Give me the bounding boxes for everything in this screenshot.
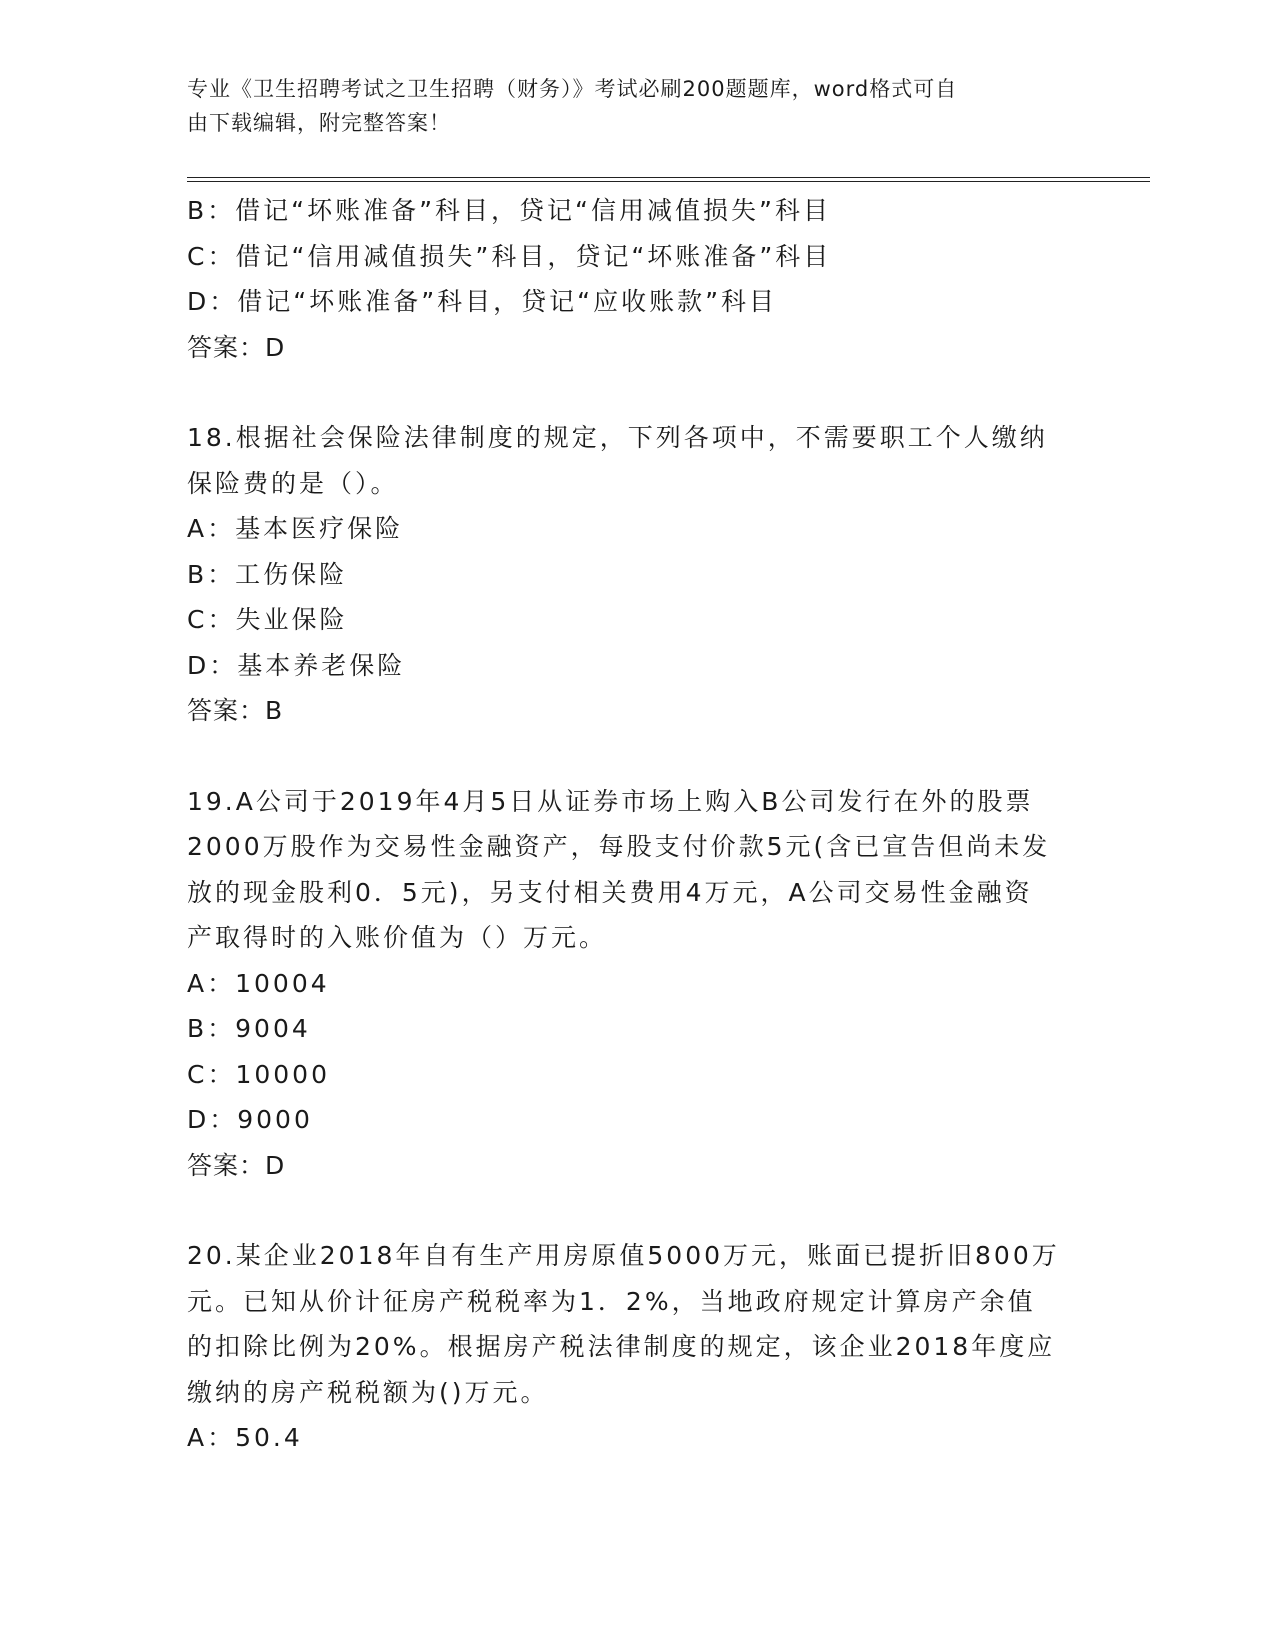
option-a: A：基本医疗保险 [187,514,404,543]
option-b: B：工伤保险 [187,559,348,589]
option-a: A：10004 [187,968,330,998]
option-b: B：9004 [187,1014,311,1043]
header-divider [187,177,1150,182]
option-d: D：借记“坏账准备”科目，贷记“应收账款”科目 [187,287,778,316]
question-stem: 缴纳的房产税税额为()万元。 [187,1377,549,1407]
question-stem: 20.某企业2018年自有生产用房原值5000万元，账面已提折旧800万 [187,1241,1060,1270]
header-line-1: 专业《卫生招聘考试之卫生招聘（财务）》考试必刷200题题库，word格式可自 [187,77,958,101]
question-stem: 的扣除比例为20%。根据房产税法律制度的规定，该企业2018年度应 [187,1332,1056,1361]
option-d: D：9000 [187,1105,313,1134]
document-body [187,188,1087,1461]
answer: 答案：B [187,696,284,725]
question-19 [187,779,1087,1189]
option-c: C：10000 [187,1059,330,1089]
page-header [187,72,1087,140]
option-b: B：借记“坏账准备”科目，贷记“信用减值损失”科目 [187,196,831,225]
question-20 [187,1233,1087,1461]
option-d: D：基本养老保险 [187,650,406,680]
question-stem: 元。已知从价计征房产税税率为1．2%，当地政府规定计算房产余值 [187,1286,1036,1316]
option-c: C：借记“信用减值损失”科目，贷记“坏账准备”科目 [187,241,832,271]
answer: 答案：D [187,332,286,362]
question-stem: 2000万股作为交易性金融资产，每股支付价款5元(含已宣告但尚未发 [187,832,1051,861]
question-stem: 19.A公司于2019年4月5日从证券市场上购入B公司发行在外的股票 [187,786,1034,816]
option-c: C：失业保险 [187,605,348,634]
question-stem: 保险费的是（）。 [187,468,399,498]
spacer [187,370,1087,415]
question-17 [187,188,1087,370]
question-stem: 产取得时的入账价值为（）万元。 [187,923,608,952]
spacer [187,1188,1087,1233]
answer: 答案：D [187,1150,286,1180]
spacer [187,734,1087,779]
option-a: A：50.4 [187,1423,303,1452]
question-stem: 放的现金股利0．5元)，另支付相关费用4万元，A公司交易性金融资 [187,877,1033,907]
header-line-2: 由下载编辑，附完整答案！ [187,111,451,135]
question-18 [187,415,1087,734]
question-stem: 18.根据社会保险法律制度的规定，下列各项中，不需要职工个人缴纳 [187,423,1048,452]
